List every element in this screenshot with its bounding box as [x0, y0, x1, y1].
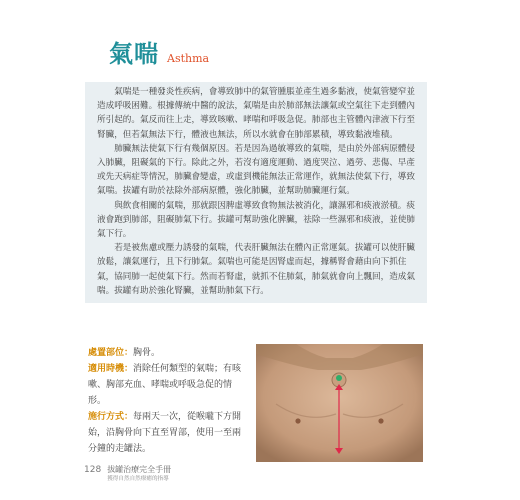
- timing-value: 消除任何類型的氣喘；有咳嗽、胸部充血、哮喘或呼吸急促的情形。: [88, 364, 242, 406]
- book-subtitle: 獲得自然自然療癒的指導: [107, 476, 169, 482]
- timing-label: 適用時機：: [88, 364, 134, 374]
- paragraph-4: 若是被焦慮或壓力誘發的氣喘，代表肝臟無法在體內正常運氣。拔罐可以使肝臟放鬆，讓氣運行，且下行肺氣。氣喘也可能是因腎虛而起，據稱腎會藉由向下抓住氣，協同肺一起使氣下行。然而若腎虛，就抓不住肺氣，肺氣就會向上飄回，造成氣喘。拔罐有助於強化腎臟，並幫助肺氣下行。: [97, 243, 415, 296]
- method-value: 每兩天一次，從喉嚨下方開始，沿胸骨向下直至胃部，使用一至兩分鐘的走罐法。: [88, 412, 242, 454]
- location-line: [88, 345, 248, 361]
- body-text-box: [85, 82, 427, 303]
- chest-photo: [256, 344, 423, 462]
- treatment-info: [88, 345, 248, 457]
- paragraph-3: 與飲食相關的氣喘，那就跟因脾虛導致食物無法被消化，讓濕邪和痰液淤積。痰液會跑到肺部，阻礙肺氣下行。拔罐可幫助強化脾臟，祛除一些濕邪和痰液，並使肺氣下行。: [97, 200, 415, 240]
- nipple-right: [378, 418, 383, 423]
- title-english: Asthma: [167, 52, 210, 65]
- cup-marker-icon: [336, 375, 342, 381]
- title-chinese: 氣喘: [109, 40, 159, 68]
- chest-illustration: [256, 344, 423, 462]
- nipple-left: [295, 418, 300, 423]
- method-label: 施行方式：: [88, 412, 134, 422]
- page-footer: [84, 465, 171, 483]
- location-label: 處置部位：: [88, 348, 134, 358]
- timing-line: [88, 361, 248, 409]
- page-title: [109, 34, 209, 69]
- paragraph-1: 氣喘是一種發炎性疾病，會導致肺中的氣管腫脹並產生過多黏液，使氣管變窄並造成呼吸困難。根據傳統中醫的說法，氣喘是由於肺部無法讓氣或空氣往下走到體內所引起的。氣反而往上走，導致咳嗽、哮喘和呼吸急促。肺部也主管體內津液下行至腎臟，但若氣無法下行，體液也無法，所以水就會在肺部累積，導致黏液堆積。: [97, 87, 415, 140]
- location-value: 胸骨。: [133, 348, 161, 358]
- book-title: 拔罐治療完全手冊: [107, 465, 172, 474]
- page-number: 128: [84, 465, 102, 475]
- method-line: [88, 409, 248, 457]
- paragraph-2: 肺臟無法使氣下行有幾個原因。若是因為過敏導致的氣喘，是由於外部病原體侵入肺臟，阻礙氣的下行。除此之外，若沒有適度運動、過度哭泣、過勞、悲傷、早產或先天病症等情況，肺臟會變虛，或虛到機能無法正常運作，就無法使氣下行，導致氣喘。拔罐有助於祛除外部病原體，強化肺臟，並幫助肺臟運行氣。: [97, 143, 415, 197]
